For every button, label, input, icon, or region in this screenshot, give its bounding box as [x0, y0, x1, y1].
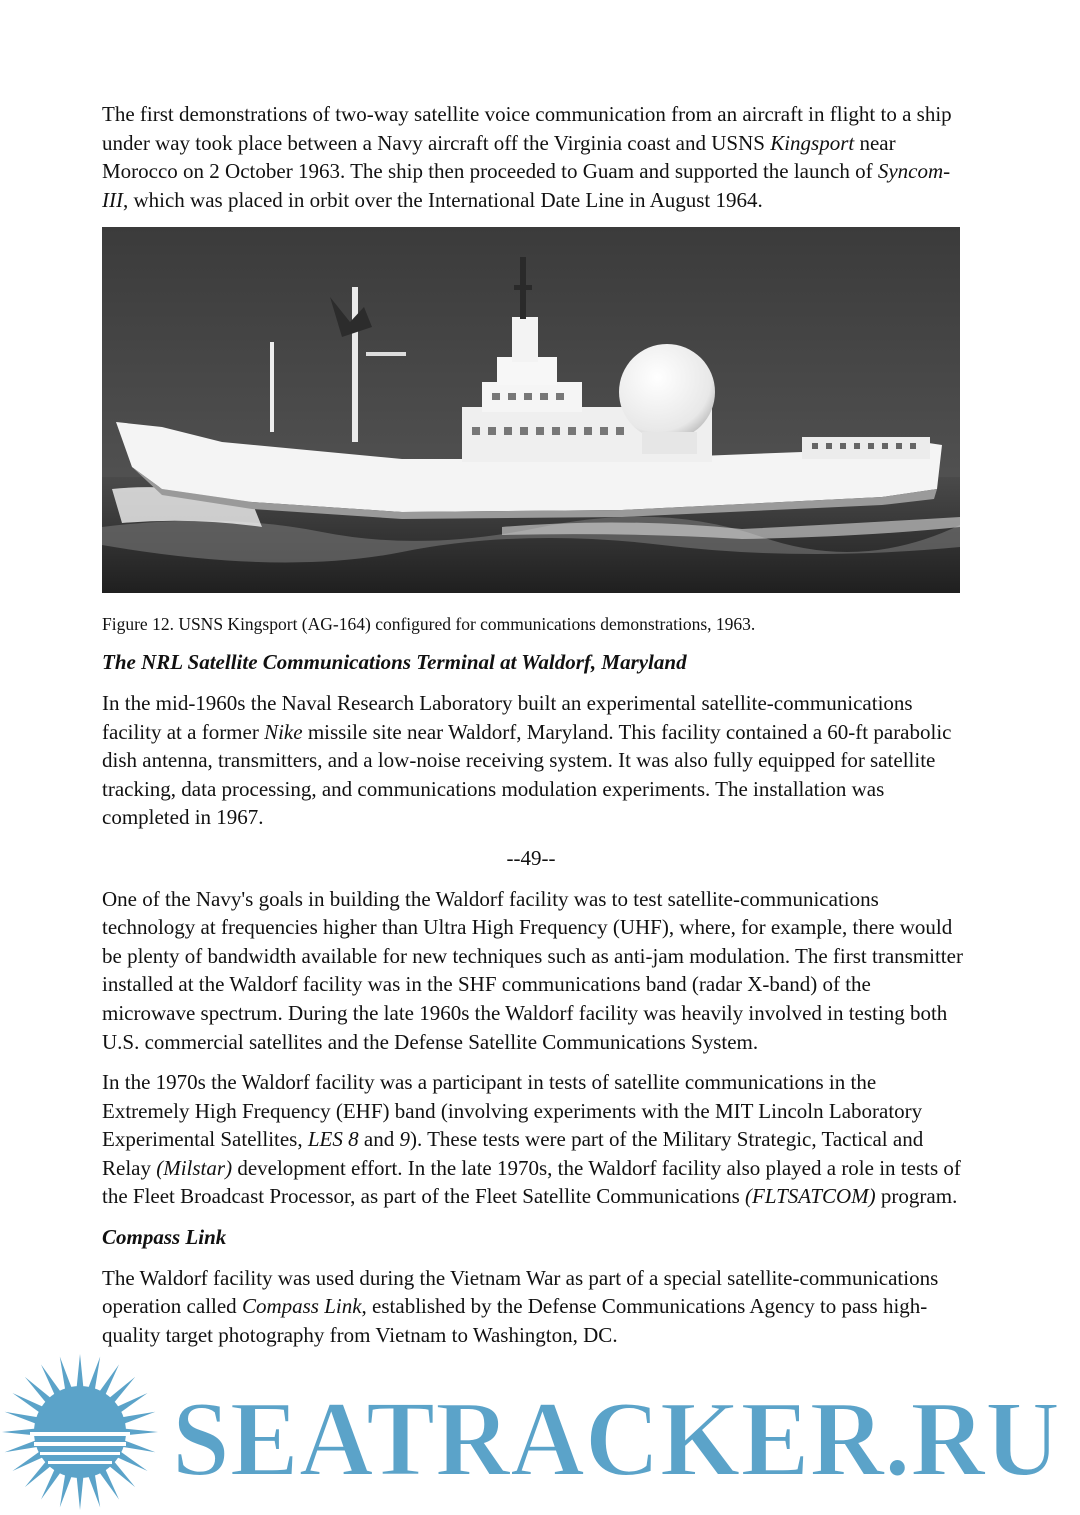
- sun-ray: [41, 1468, 61, 1499]
- page-number: --49--: [506, 845, 556, 870]
- section-heading-waldorf: The NRL Satellite Communications Terminal at Waldorf, Maryland: [102, 650, 687, 675]
- sun-ray: [109, 1461, 136, 1488]
- sun-ray: [5, 1412, 39, 1424]
- ship-photo-illustration: [102, 227, 960, 593]
- figure-ship-photo: [102, 227, 960, 593]
- sun-ray: [60, 1473, 72, 1507]
- sun-ray: [25, 1461, 52, 1488]
- sun-ray: [77, 1354, 84, 1388]
- sun-ray: [99, 1364, 119, 1395]
- sun-ray: [5, 1440, 39, 1452]
- sun-ray: [2, 1429, 36, 1436]
- paragraph-waldorf-intro: In the mid-1960s the Naval Research Laboratory built an experimental satellite-communications facility at a former Nike missile site near Waldorf, Maryland. This facility contained a 60-ft parabolic dish antenna, transmitters, and a low-noise receiving system. It was also fully equipped for satellite tracking, data processing, and communications modulation experiments. The installation was completed in 1967.: [102, 690, 952, 830]
- section-heading-compass-link: Compass Link: [102, 1225, 227, 1250]
- sun-ray: [77, 1476, 84, 1510]
- sun-ray: [12, 1451, 43, 1471]
- sun-ray: [60, 1357, 72, 1391]
- sun-ray: [121, 1440, 155, 1452]
- sun-ray: [99, 1468, 119, 1499]
- document-page: [102, 100, 964, 1361]
- sun-ray: [88, 1473, 100, 1507]
- paragraph-ehf-tests: In the 1970s the Waldorf facility was a participant in tests of satellite communications in the Extremely High Frequency (EHF) band (involving experiments with the MIT Lincoln Laboratory Experimental Satellites, LES 8 and 9). These tests were part of the Military Strategic, Tactical and Relay (Milstar) development effort. In the late 1970s, the Waldorf facility also played a role in tests of the Fleet Broadcast Processor, as part of the Fleet Satellite Communications (FLTSATCOM) program.: [102, 1070, 961, 1209]
- watermark-logo: [0, 1352, 1080, 1515]
- paragraph-navy-goals: One of the Navy's goals in building the Waldorf facility was to test satellite-communications technology at frequencies higher than Ultra High Frequency (UHF), where, for example, there would be plenty of bandwidth available for new techniques such as anti-jam modulation. The first transmitter installed at the Waldorf facility was in the SHF communications band (radar X-band) of the microwave spectrum. During the late 1960s the Waldorf facility was heavily involved in testing both U.S. commercial satellites and the Defense Satellite Communications System.: [102, 886, 963, 1054]
- paragraph-kingsport: The first demonstrations of two-way satellite voice communication from an aircraft in flight to a ship under way took place between a Navy aircraft off the Virginia coast and USNS Kingsport near Morocco on 2 October 1963. The ship then proceeded to Guam and supported the launch of Syncom-III, which was placed in orbit over the International Date Line in August 1964.: [102, 102, 952, 212]
- sun-disc: [34, 1386, 126, 1478]
- sun-ray: [116, 1451, 147, 1471]
- sun-ray: [88, 1357, 100, 1391]
- sun-ray: [109, 1377, 136, 1404]
- figure-caption: Figure 12. USNS Kingsport (AG-164) configured for communications demonstrations, 1963.: [102, 614, 756, 635]
- sun-icon: [2, 1354, 158, 1510]
- paragraph-compass-link: The Waldorf facility was used during the Vietnam War as part of a special satellite-communications operation called Compass Link, established by the Defense Communications Agency to pass high-quality target photography from Vietnam to Washington, DC.: [102, 1265, 939, 1347]
- watermark-text: SEATRACKER.RU: [172, 1380, 1060, 1499]
- sun-ray: [25, 1377, 52, 1404]
- sun-ray: [121, 1412, 155, 1424]
- sun-ray: [116, 1393, 147, 1413]
- sun-ray: [12, 1393, 43, 1413]
- sun-ray: [41, 1364, 61, 1395]
- sun-ray: [124, 1429, 158, 1436]
